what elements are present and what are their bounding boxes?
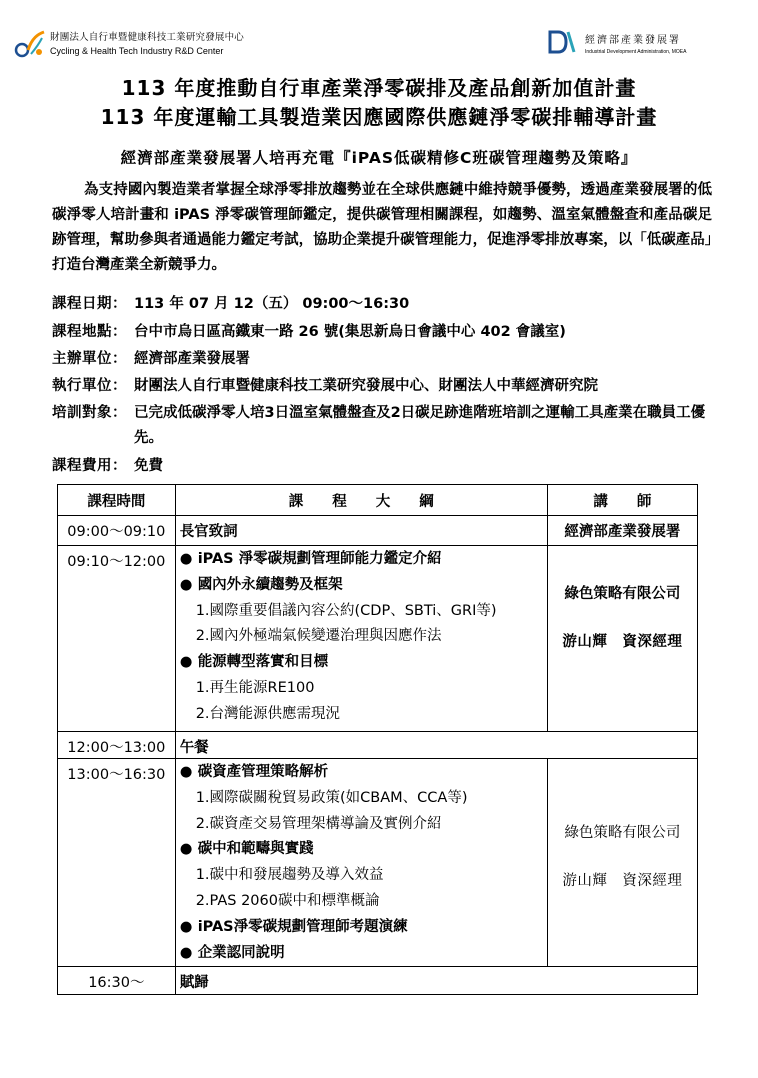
table-row [58,516,698,546]
info-audience [52,401,732,451]
info-value: 經濟部產業發展署 [134,351,250,367]
right-org-name [585,31,686,55]
header-outline: 課 程 大 綱 [175,485,547,516]
row-content: 賦歸 [175,967,697,995]
info-label: 課程地點： [52,324,127,340]
right-org-zh: 經濟部產業發展署 [585,35,681,46]
bullet-icon: ● [179,918,193,935]
row-time: 12:00～13:00 [58,732,176,759]
intro-paragraph: 為支持國內製造業者掌握全球淨零排放趨勢並在全球供應鏈中維持競爭優勢，透過產業發展署的低碳淨零人培計畫和 iPAS 淨零碳管理師鑑定，提供碳管理相關課程，如趨勢、溫室氣體盤查和產品碳足跡管理，幫助參與者通過能力鑑定考試，協助企業提升碳管理能力，促進淨零排放專案，以「低碳產品」打造台灣產業全新競爭力。 [52,182,712,273]
info-label: 培訓對象： [52,405,127,421]
info-value: 已完成低碳淨零人培3日溫室氣體盤查及2日碳足跡進階班培訓之運輸工具產業在職員工優先。 [134,405,706,446]
header [0,24,758,64]
schedule-table [57,484,698,995]
bullet-icon: ● [179,654,193,671]
row-lecturer: 經濟部產業發展署 [547,516,697,546]
info-executor [52,374,732,395]
info-organizer [52,347,732,368]
lecturer-org: 綠色策略有限公司 [564,825,681,841]
cycling-center-logo-icon [14,28,48,58]
ida-logo-icon [548,28,576,56]
row-content [175,759,547,967]
row-content: 午餐 [175,732,697,759]
list-subitem: 2.國內外極端氣候變遷治理與因應作法 [195,628,442,645]
info-location [52,320,732,341]
row-time: 13:00～16:30 [58,759,176,967]
table-row [58,732,698,759]
list-item: ● iPAS 淨零碳規劃管理師能力鑑定介紹 [176,547,547,573]
row-content [175,546,547,732]
info-value: 113 年 07 月 12（五） 09:00～16:30 [134,296,410,312]
table-row [58,759,698,967]
list-item: ● 國內外永續趨勢及框架 [176,573,547,599]
list-item: ● 碳資產管理策略解析 [176,760,547,786]
info-label: 課程日期： [52,296,127,312]
info-label: 主辦單位： [52,351,127,367]
list-item: ● 能源轉型落實和目標 [176,650,547,676]
row-content: 長官致詞 [175,516,547,546]
row-time: 09:00～09:10 [58,516,176,546]
info-value: 台中市烏日區高鐵東一路 26 號(集思新烏日會議中心 402 會議室) [134,324,566,340]
bullet-icon: ● [179,841,193,858]
list-subitem: 2.台灣能源供應需現況 [195,705,341,722]
title-line-1: 113 年度推動自行車產業淨零碳排及產品創新加值計畫 [121,76,637,100]
row-time: 16:30～ [58,967,176,995]
left-org-name [50,29,244,56]
list-item: ● 碳中和範疇與實踐 [176,837,547,863]
table-row [58,546,698,732]
table-row [58,967,698,995]
info-date [52,292,732,313]
lecturer-person: 游山輝 資深經理 [562,634,683,650]
info-value: 免費 [134,458,163,474]
info-fee [52,454,732,475]
list-subitem: 1.國際重要倡議內容公約(CDP、SBTi、GRI等) [195,602,497,619]
list-subitem: 2.碳資產交易管理架構導論及實例介紹 [195,815,442,832]
list-subitem: 1.再生能源RE100 [195,679,315,696]
table-header-row [58,485,698,516]
lecturer-person: 游山輝 資深經理 [562,873,683,889]
list-subitem: 2.PAS 2060碳中和標準概論 [195,892,380,909]
list-subitem: 1.國際碳關稅貿易政策(如CBAM、CCA等) [195,789,468,806]
bullet-icon: ● [179,576,193,593]
course-subtitle: 經濟部產業發展署人培再充電『iPAS低碳精修C班碳管理趨勢及策略』 [120,149,638,167]
info-label: 執行單位： [52,378,127,394]
right-org-en: Industrial Development Administration, MOEA [585,49,687,55]
list-item: ● iPAS淨零碳規劃管理師考題演練 [176,915,547,941]
header-lecturer: 講 師 [547,485,697,516]
info-label: 課程費用： [52,458,127,474]
bullet-icon: ● [179,764,193,780]
left-org-zh: 財團法人自行車暨健康科技工業研究發展中心 [50,32,245,43]
bullet-icon: ● [179,551,193,567]
row-lecturer [547,759,697,967]
lecturer-org: 綠色策略有限公司 [564,586,681,602]
row-time: 09:10～12:00 [58,546,176,732]
list-item: ● 企業認同說明 [176,941,547,967]
list-subitem: 1.碳中和發展趨勢及導入效益 [195,867,384,884]
title-line-2: 113 年度運輸工具製造業因應國際供應鏈淨零碳排輔導計畫 [100,105,658,129]
row-lecturer [547,546,697,732]
header-time: 課程時間 [58,485,176,516]
info-value: 財團法人自行車暨健康科技工業研究發展中心、財團法人中華經濟研究院 [134,378,598,394]
bullet-icon: ● [179,944,193,961]
left-org-en: Cycling & Health Tech Industry R&D Center [50,46,224,56]
